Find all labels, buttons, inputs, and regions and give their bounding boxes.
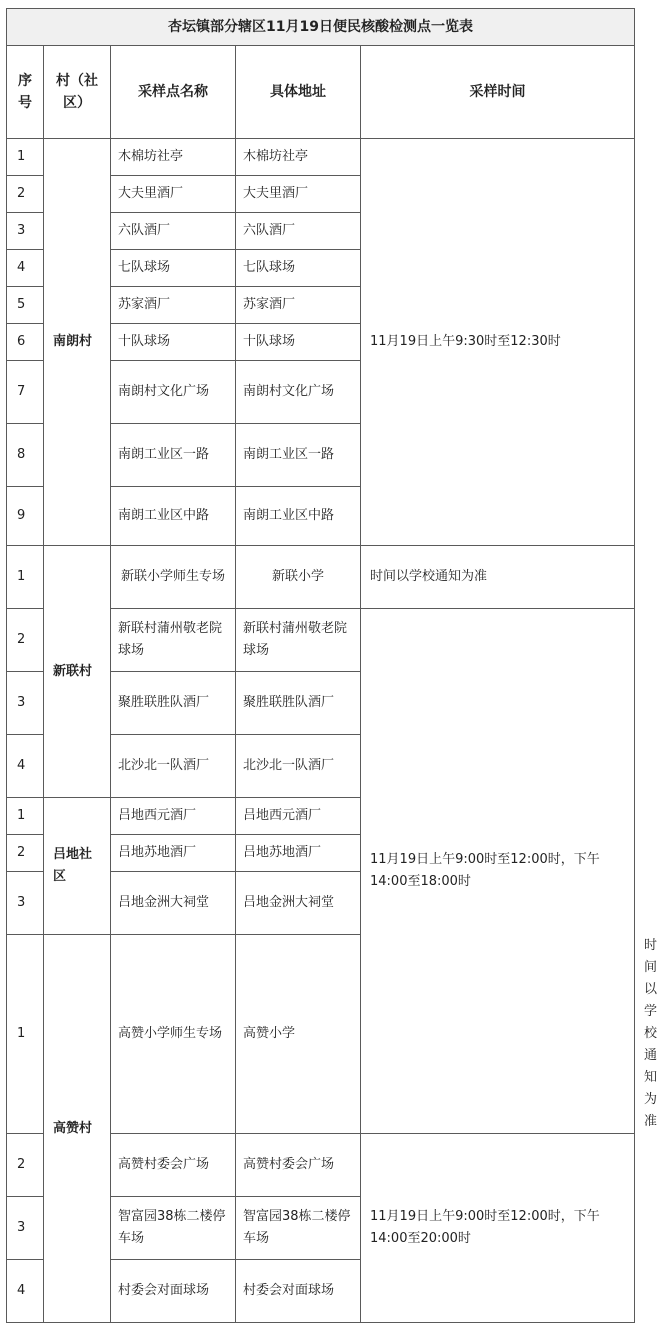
address-cell: 六队酒厂 <box>236 213 361 250</box>
site-name-cell: 吕地西元酒厂 <box>111 798 236 835</box>
site-name-cell: 北沙北一队酒厂 <box>111 735 236 798</box>
header-row <box>7 46 635 139</box>
seq-cell: 7 <box>7 361 44 424</box>
header-seq: 序号 <box>7 46 44 139</box>
site-name-cell: 南朗村文化广场 <box>111 361 236 424</box>
address-cell: 南朗工业区中路 <box>236 487 361 546</box>
table-row: 1 高赞村 高赞小学师生专场 高赞小学 时间以学校通知为准 <box>7 935 635 1134</box>
seq-cell: 2 <box>7 1134 44 1197</box>
seq-cell: 1 <box>7 935 44 1134</box>
seq-cell: 2 <box>7 835 44 872</box>
seq-cell: 3 <box>7 672 44 735</box>
seq-cell: 2 <box>7 176 44 213</box>
seq-cell: 1 <box>7 139 44 176</box>
village-cell: 吕地社区 <box>44 798 111 935</box>
address-cell: 七队球场 <box>236 250 361 287</box>
address-cell: 吕地苏地酒厂 <box>236 835 361 872</box>
site-name-cell: 新联村蒲州敬老院球场 <box>111 609 236 672</box>
site-name-cell: 高赞村委会广场 <box>111 1134 236 1197</box>
site-name-cell: 南朗工业区中路 <box>111 487 236 546</box>
seq-cell: 4 <box>7 735 44 798</box>
header-address: 具体地址 <box>236 46 361 139</box>
village-cell: 高赞村 <box>44 935 111 1323</box>
seq-cell: 8 <box>7 424 44 487</box>
site-name-cell: 智富园38栋二楼停车场 <box>111 1197 236 1260</box>
address-cell: 新联小学 <box>236 546 361 609</box>
site-name-cell: 新联小学师生专场 <box>111 546 236 609</box>
site-name-cell: 七队球场 <box>111 250 236 287</box>
address-cell: 高赞小学 <box>236 935 361 1134</box>
site-name-cell: 十队球场 <box>111 324 236 361</box>
table-row <box>7 139 635 176</box>
seq-cell: 1 <box>7 798 44 835</box>
seq-cell: 3 <box>7 1197 44 1260</box>
site-name-cell: 村委会对面球场 <box>111 1260 236 1323</box>
site-name-cell: 木棉坊社亭 <box>111 139 236 176</box>
address-cell: 高赞村委会广场 <box>236 1134 361 1197</box>
address-cell: 吕地金洲大祠堂 <box>236 872 361 935</box>
address-cell: 南朗工业区一路 <box>236 424 361 487</box>
site-name-cell: 高赞小学师生专场 <box>111 935 236 1134</box>
time-cell: 11月19日上午9:00时至12:00时，下午14:00至18:00时 <box>361 609 635 1134</box>
site-name-cell: 吕地苏地酒厂 <box>111 835 236 872</box>
time-cell: 时间以学校通知为准 <box>361 546 635 609</box>
address-cell: 北沙北一队酒厂 <box>236 735 361 798</box>
address-cell: 南朗村文化广场 <box>236 361 361 424</box>
seq-cell: 3 <box>7 872 44 935</box>
seq-cell: 9 <box>7 487 44 546</box>
address-cell: 十队球场 <box>236 324 361 361</box>
time-cell: 11月19日上午9:00时至12:00时，下午14:00至20:00时 <box>361 1134 635 1323</box>
village-cell: 南朗村 <box>44 139 111 546</box>
site-name-cell: 六队酒厂 <box>111 213 236 250</box>
seq-cell: 3 <box>7 213 44 250</box>
address-cell: 大夫里酒厂 <box>236 176 361 213</box>
testing-sites-table <box>6 8 657 1323</box>
schedule-document <box>6 8 657 1298</box>
seq-cell: 5 <box>7 287 44 324</box>
table-title: 杏坛镇部分辖区11月19日便民核酸检测点一览表 <box>7 9 635 46</box>
seq-cell: 4 <box>7 250 44 287</box>
header-village: 村（社区） <box>44 46 111 139</box>
seq-cell: 6 <box>7 324 44 361</box>
seq-cell: 2 <box>7 609 44 672</box>
village-cell: 新联村 <box>44 546 111 798</box>
site-name-cell: 大夫里酒厂 <box>111 176 236 213</box>
site-name-cell: 吕地金洲大祠堂 <box>111 872 236 935</box>
site-name-cell: 苏家酒厂 <box>111 287 236 324</box>
site-name-cell: 南朗工业区一路 <box>111 424 236 487</box>
address-cell: 新联村蒲州敬老院球场 <box>236 609 361 672</box>
address-cell: 智富园38栋二楼停车场 <box>236 1197 361 1260</box>
seq-cell: 1 <box>7 546 44 609</box>
seq-cell: 4 <box>7 1260 44 1323</box>
header-time: 采样时间 <box>361 46 635 139</box>
time-cell: 11月19日上午9:30时至12:30时 <box>361 139 635 546</box>
header-site-name: 采样点名称 <box>111 46 236 139</box>
address-cell: 村委会对面球场 <box>236 1260 361 1323</box>
address-cell: 聚胜联胜队酒厂 <box>236 672 361 735</box>
address-cell: 苏家酒厂 <box>236 287 361 324</box>
table-row <box>7 546 635 609</box>
address-cell: 木棉坊社亭 <box>236 139 361 176</box>
site-name-cell: 聚胜联胜队酒厂 <box>111 672 236 735</box>
address-cell: 吕地西元酒厂 <box>236 798 361 835</box>
